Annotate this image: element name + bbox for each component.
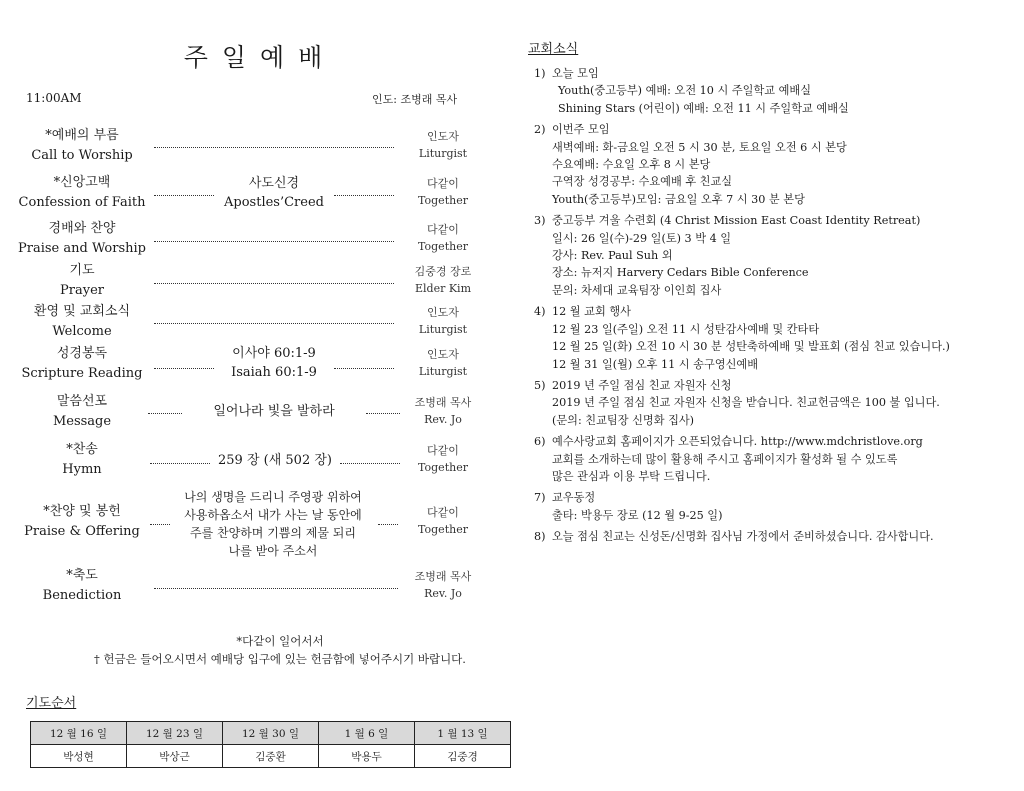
- who-en: Liturgist: [418, 365, 468, 378]
- service-time: 11:00AM: [26, 91, 82, 105]
- who-en: Rev. Jo: [424, 413, 462, 426]
- who-en: Together: [418, 461, 468, 474]
- news-line: 12 월 23 일(주일) 오전 11 시 성탄감사예배 및 칸타타: [552, 322, 820, 336]
- item-who: [398, 504, 488, 538]
- dot-leader: [340, 463, 400, 464]
- news-item: [534, 212, 1004, 299]
- news-title: 교우동정: [552, 491, 596, 505]
- mid-line: 일어나라 빛을 발하라: [213, 404, 335, 419]
- who-en: Elder Kim: [414, 282, 472, 295]
- dot-leader: [366, 413, 400, 414]
- who-en: Together: [418, 240, 468, 253]
- item-ko: 말씀선포: [56, 394, 108, 409]
- item-mid: [216, 174, 332, 212]
- news-line: 문의: 차세대 교육팀장 이인희 집사: [552, 283, 722, 297]
- who-ko: 인도자: [427, 130, 459, 143]
- item-mid: [212, 451, 338, 470]
- news-list: [534, 65, 1004, 550]
- item-ko: *찬양 및 봉헌: [43, 504, 121, 519]
- note-line: † 헌금은 들어오시면서 예배당 입구에 있는 헌금함에 넣어주시기 바랍니다.: [94, 652, 466, 666]
- item-en: Confession of Faith: [18, 195, 146, 210]
- news-line: 2019 년 주일 점심 친교 자원자 신청을 받습니다. 친교헌금액은 100 불 입니다.: [552, 396, 940, 410]
- who-ko: 김중경 장로: [414, 265, 472, 278]
- item-ko: 경배와 찬양: [48, 221, 116, 236]
- item-ko: 환영 및 교회소식: [33, 304, 131, 319]
- item-ko: *신앙고백: [53, 175, 111, 190]
- who-ko: 다같이: [427, 444, 459, 457]
- news-item: [534, 528, 1004, 545]
- news-line: 일시: 26 일(수)-29 일(토) 3 박 4 일: [552, 231, 732, 245]
- news-title: 중고등부 겨울 수련회 (4 Christ Mission East Coast Identity Retreat): [552, 214, 921, 228]
- news-num: 7): [534, 491, 546, 505]
- dot-leader: [154, 588, 398, 589]
- dot-leader: [334, 195, 394, 196]
- news-title: 예수사랑교회 홈페이지가 오픈되었습니다. http://www.mdchristlove.org: [552, 435, 923, 449]
- news-title: 2019 년 주일 점심 친교 자원자 신청: [552, 378, 732, 392]
- item-who: [398, 346, 488, 380]
- who-en: Rev. Jo: [424, 587, 462, 600]
- news-title: 이번주 모임: [552, 123, 610, 137]
- item-ko: *찬송: [66, 442, 98, 457]
- news-num: 1): [534, 67, 546, 80]
- dot-leader: [334, 368, 394, 369]
- item-ko: *축도: [66, 568, 98, 583]
- item-en: Hymn: [62, 462, 102, 477]
- prayer-rota-heading: 기도순서: [26, 696, 77, 711]
- news-line: 많은 관심과 이용 부탁 드립니다.: [552, 469, 711, 483]
- news-num: 6): [534, 435, 546, 449]
- dot-leader: [150, 524, 170, 525]
- news-title: 12 월 교회 행사: [552, 305, 631, 319]
- who-en: Together: [418, 194, 468, 207]
- order-item-welcome: [12, 302, 152, 342]
- item-who: [398, 128, 488, 162]
- who-ko: 인도자: [427, 348, 459, 361]
- table-row: [31, 722, 511, 745]
- news-line: Shining Stars (어린이) 예배: 오전 11 시 주일학교 예배실: [558, 101, 849, 115]
- item-who: [398, 442, 488, 476]
- item-who: [398, 568, 488, 602]
- news-item: [534, 489, 1004, 524]
- rota-name: 박용두: [319, 745, 415, 768]
- rota-name: 김중경: [415, 745, 511, 768]
- who-ko: 조병래 목사: [414, 570, 472, 583]
- item-en: Praise & Offering: [24, 524, 140, 539]
- item-mid: [184, 402, 364, 421]
- news-item: [534, 377, 1004, 429]
- page-title: 주일예배: [183, 43, 337, 72]
- order-item-benediction: [12, 566, 152, 606]
- mid-line: 사도신경: [248, 176, 300, 191]
- table-row: [31, 745, 511, 768]
- item-who: [398, 394, 488, 428]
- item-who: [398, 263, 488, 297]
- news-item: [534, 303, 1004, 373]
- item-en: Scripture Reading: [21, 366, 143, 381]
- order-item-call-to-worship: [12, 126, 152, 166]
- item-en: Benediction: [42, 588, 122, 603]
- news-num: 5): [534, 378, 546, 392]
- dot-leader: [154, 283, 394, 284]
- item-who: [398, 304, 488, 338]
- dot-leader: [154, 368, 214, 369]
- mid-line: 나를 받아 주소서: [228, 544, 318, 558]
- news-line: 수요예배: 수요일 오후 8 시 본당: [552, 158, 711, 172]
- order-item-praise: [12, 219, 152, 259]
- news-line: 12 월 25 일(화) 오전 10 시 30 분 성탄축하예배 및 발표회 (점심 친교 있습니다.): [552, 340, 950, 354]
- dot-leader: [154, 323, 394, 324]
- rota-date: 1 월 6 일: [319, 722, 415, 745]
- rota-name: 박상근: [127, 745, 223, 768]
- dot-leader: [150, 463, 210, 464]
- dot-leader: [378, 524, 398, 525]
- item-en: Praise and Worship: [18, 241, 146, 256]
- rota-name: 박성현: [31, 745, 127, 768]
- news-line: 교회를 소개하는데 많이 활용해 주시고 홈페이지가 활성화 될 수 있도록: [552, 452, 898, 466]
- news-line: 강사: Rev. Paul Suh 외: [552, 249, 673, 263]
- item-ko: 기도: [69, 263, 95, 278]
- order-item-prayer: [12, 261, 152, 301]
- item-ko: 성경봉독: [56, 346, 108, 361]
- item-ko: *예배의 부름: [45, 128, 119, 143]
- rota-name: 김중환: [223, 745, 319, 768]
- news-title: 오늘 모임: [552, 67, 599, 80]
- rota-date: 12 월 16 일: [31, 722, 127, 745]
- news-num: 2): [534, 123, 546, 137]
- who-en: Liturgist: [418, 323, 468, 336]
- news-line: 12 월 31 일(월) 오후 11 시 송구영신예배: [552, 357, 759, 371]
- service-leader: 인도: 조병래 목사: [372, 93, 458, 106]
- mid-line: 이사야 60:1-9: [232, 346, 316, 361]
- dot-leader: [154, 147, 394, 148]
- item-who: [398, 175, 488, 209]
- news-line: Youth(중고등부)모임: 금요일 오후 7 시 30 분 본당: [552, 192, 805, 206]
- order-item-scripture: [12, 344, 152, 384]
- news-title: 오늘 점심 친교는 신성돈/신명화 집사님 가정에서 준비하셨습니다. 감사합니다.: [552, 530, 934, 544]
- order-item-confession: [12, 173, 152, 213]
- item-mid: [216, 344, 332, 382]
- item-en: Message: [52, 414, 112, 429]
- news-line: 장소: 뉴저지 Harvery Cedars Bible Conference: [552, 266, 809, 280]
- item-who: [398, 221, 488, 255]
- mid-line: 259 장 (새 502 장): [218, 453, 332, 468]
- news-item: [534, 65, 1004, 117]
- news-line: (문의: 친교팀장 신명화 집사): [552, 413, 695, 427]
- who-en: Together: [418, 523, 468, 536]
- who-ko: 다같이: [427, 177, 459, 190]
- news-item: [534, 433, 1004, 485]
- rota-date: 1 월 13 일: [415, 722, 511, 745]
- news-line: 출타: 박용두 장로 (12 월 9-25 일): [552, 508, 723, 522]
- worship-notes: [40, 632, 520, 668]
- item-en: Welcome: [52, 324, 112, 339]
- who-ko: 조병래 목사: [414, 396, 472, 409]
- item-mid: [170, 488, 376, 560]
- mid-line: Isaiah 60:1-9: [231, 365, 317, 380]
- prayer-rota-table: [30, 721, 511, 768]
- who-ko: 인도자: [427, 306, 459, 319]
- mid-line: 나의 생명을 드리니 주영광 위하여: [184, 490, 362, 504]
- dot-leader: [148, 413, 182, 414]
- who-en: Liturgist: [418, 147, 468, 160]
- note-line: *다같이 일어서서: [236, 634, 324, 648]
- news-num: 8): [534, 530, 546, 544]
- who-ko: 다같이: [427, 506, 459, 519]
- dot-leader: [154, 195, 214, 196]
- news-line: 새벽예배: 화-금요일 오전 5 시 30 분, 토요일 오전 6 시 본당: [552, 140, 847, 154]
- order-item-message: [12, 392, 152, 432]
- news-heading: 교회소식: [528, 42, 579, 57]
- order-item-hymn: [12, 440, 152, 480]
- mid-line: 사용하옵소서 내가 사는 날 동안에: [184, 508, 362, 522]
- item-en: Prayer: [60, 283, 104, 298]
- item-en: Call to Worship: [31, 148, 133, 163]
- news-line: Youth(중고등부) 예배: 오전 10 시 주일학교 예배실: [558, 84, 812, 98]
- mid-line: Apostles’Creed: [224, 195, 324, 210]
- news-num: 3): [534, 214, 546, 228]
- news-line: 구역장 성경공부: 수요예배 후 친교실: [552, 175, 733, 189]
- rota-date: 12 월 23 일: [127, 722, 223, 745]
- news-num: 4): [534, 305, 546, 319]
- mid-line: 주를 찬양하며 기쁨의 제물 되리: [190, 526, 356, 540]
- news-item: [534, 121, 1004, 208]
- dot-leader: [154, 241, 394, 242]
- who-ko: 다같이: [427, 223, 459, 236]
- order-item-offering: [12, 502, 152, 542]
- rota-date: 12 월 30 일: [223, 722, 319, 745]
